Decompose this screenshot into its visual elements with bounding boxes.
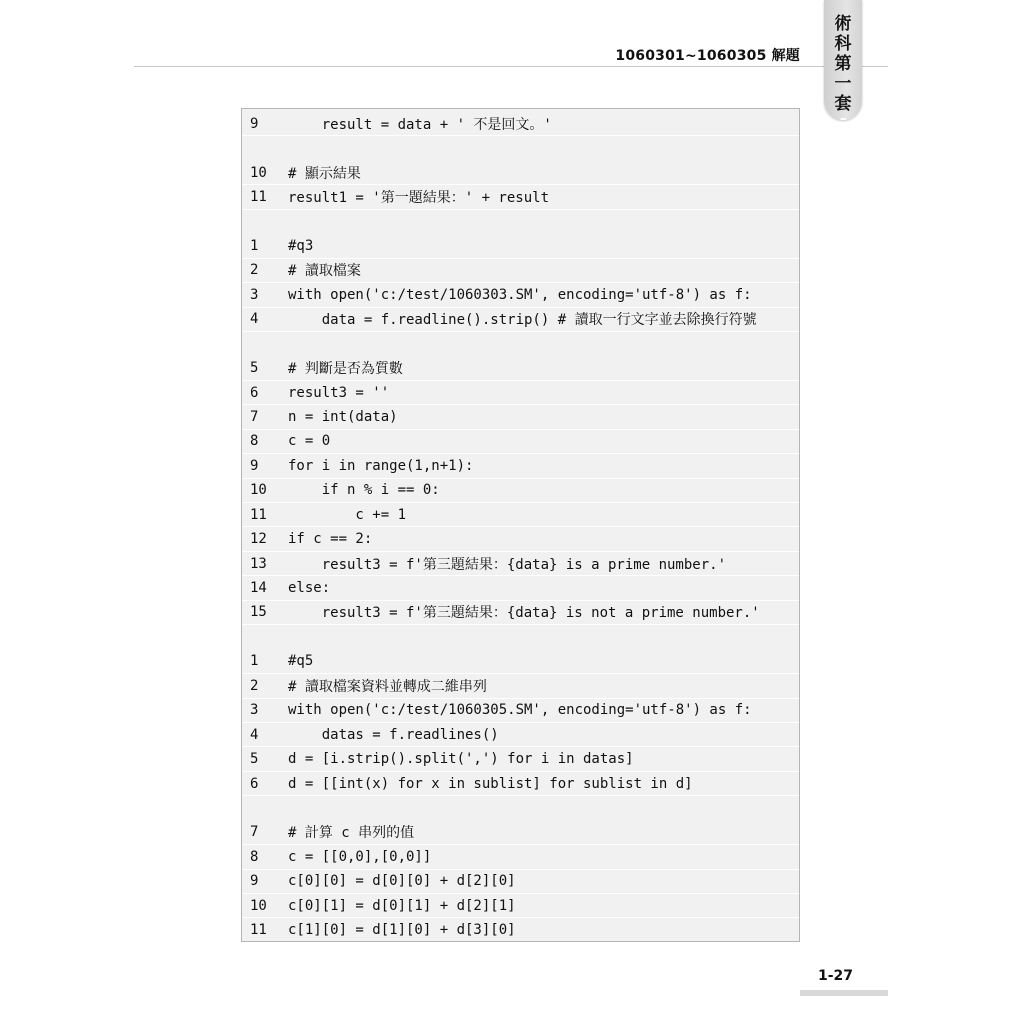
code-line bbox=[242, 772, 799, 796]
footer-bar bbox=[800, 990, 888, 996]
code-line bbox=[242, 601, 799, 625]
code-line bbox=[242, 576, 799, 600]
code-line bbox=[242, 796, 799, 820]
line-number: 13 bbox=[250, 555, 267, 572]
code-line bbox=[242, 821, 799, 845]
code-line bbox=[242, 650, 799, 674]
chapter-tab-char: 套 bbox=[834, 94, 852, 114]
page-number: 1-27 bbox=[818, 968, 854, 984]
code-text: for i in range(1,n+1): bbox=[288, 457, 474, 474]
chapter-tab-char: 一 bbox=[834, 74, 852, 94]
code-text: if n % i == 0: bbox=[288, 482, 440, 499]
code-text: datas = f.readlines() bbox=[288, 726, 499, 743]
chapter-tab bbox=[824, 0, 862, 120]
code-line bbox=[242, 405, 799, 429]
line-number: 9 bbox=[250, 457, 259, 474]
line-number: 2 bbox=[250, 262, 259, 279]
line-number: 1 bbox=[250, 653, 259, 670]
code-line bbox=[242, 308, 799, 332]
code-line bbox=[242, 723, 799, 747]
code-line bbox=[242, 112, 799, 136]
chapter-tab-dot-icon bbox=[840, 118, 847, 120]
line-number: 11 bbox=[250, 506, 267, 523]
code-text: # 讀取檔案 bbox=[288, 263, 361, 280]
line-number: 8 bbox=[250, 433, 259, 450]
line-number: 6 bbox=[250, 775, 259, 792]
line-number: 9 bbox=[250, 115, 259, 132]
code-text: result3 = f'第三題結果：{data} is not a prime number.' bbox=[288, 605, 760, 622]
code-text: d = [i.strip().split(',') for i in datas] bbox=[288, 751, 634, 768]
line-number: 10 bbox=[250, 897, 267, 914]
line-number: 1 bbox=[250, 237, 259, 254]
code-line bbox=[242, 136, 799, 160]
code-text: result1 = '第一題結果：' + result bbox=[288, 190, 550, 207]
line-number: 14 bbox=[250, 580, 267, 597]
code-text: c[0][1] = d[0][1] + d[2][1] bbox=[288, 897, 516, 914]
chapter-tab-char: 第 bbox=[834, 54, 852, 74]
line-number: 5 bbox=[250, 360, 259, 377]
code-line bbox=[242, 674, 799, 698]
code-text: # 讀取檔案資料並轉成二維串列 bbox=[288, 678, 487, 695]
code-text: c[1][0] = d[1][0] + d[3][0] bbox=[288, 922, 516, 939]
code-line bbox=[242, 454, 799, 478]
code-text: with open('c:/test/1060303.SM', encoding='utf-8') as f: bbox=[288, 286, 752, 303]
code-text: #q5 bbox=[288, 653, 314, 670]
chapter-tab-char: 術 bbox=[834, 14, 852, 34]
code-text: if c == 2: bbox=[288, 531, 373, 548]
code-text: n = int(data) bbox=[288, 408, 398, 425]
code-line bbox=[242, 210, 799, 234]
code-line bbox=[242, 918, 799, 942]
code-line bbox=[242, 185, 799, 209]
code-listing bbox=[241, 108, 800, 942]
line-number: 2 bbox=[250, 677, 259, 694]
code-line bbox=[242, 699, 799, 723]
code-line bbox=[242, 479, 799, 503]
code-text: #q3 bbox=[288, 237, 314, 254]
line-number: 12 bbox=[250, 531, 267, 548]
line-number: 10 bbox=[250, 164, 267, 181]
code-line bbox=[242, 552, 799, 576]
line-number: 5 bbox=[250, 751, 259, 768]
code-line bbox=[242, 356, 799, 380]
code-line bbox=[242, 161, 799, 185]
code-text: else: bbox=[288, 580, 331, 597]
line-number: 7 bbox=[250, 824, 259, 841]
code-text: result3 = '' bbox=[288, 384, 390, 401]
line-number: 3 bbox=[250, 286, 259, 303]
code-text: result3 = f'第三題結果：{data} is a prime number.' bbox=[288, 556, 727, 573]
code-text: c += 1 bbox=[288, 506, 407, 523]
code-line bbox=[242, 503, 799, 527]
line-number: 4 bbox=[250, 726, 259, 743]
code-line bbox=[242, 234, 799, 258]
code-line bbox=[242, 259, 799, 283]
code-text: c[0][0] = d[0][0] + d[2][0] bbox=[288, 873, 516, 890]
line-number: 8 bbox=[250, 848, 259, 865]
page-header-title: 1060301~1060305 解題 bbox=[615, 48, 800, 64]
line-number: 6 bbox=[250, 384, 259, 401]
line-number: 10 bbox=[250, 482, 267, 499]
line-number: 4 bbox=[250, 311, 259, 328]
line-number: 11 bbox=[250, 189, 267, 206]
line-number: 9 bbox=[250, 873, 259, 890]
code-line bbox=[242, 870, 799, 894]
code-text: d = [[int(x) for x in sublist] for sublist in d] bbox=[288, 775, 693, 792]
code-text: result = data + ' 不是回文。' bbox=[288, 116, 552, 133]
code-line bbox=[242, 747, 799, 771]
chapter-tab-char: 科 bbox=[834, 34, 852, 54]
code-line bbox=[242, 894, 799, 918]
code-line bbox=[242, 430, 799, 454]
code-text: # 計算 c 串列的值 bbox=[288, 825, 415, 842]
code-line bbox=[242, 625, 799, 649]
code-line bbox=[242, 283, 799, 307]
code-text: data = f.readline().strip() # 讀取一行文字並去除換行符號 bbox=[288, 312, 757, 329]
code-line bbox=[242, 845, 799, 869]
code-text: c = 0 bbox=[288, 433, 331, 450]
line-number: 3 bbox=[250, 702, 259, 719]
line-number: 7 bbox=[250, 408, 259, 425]
line-number: 15 bbox=[250, 604, 267, 621]
code-text: # 判斷是否為質數 bbox=[288, 361, 403, 378]
code-text: with open('c:/test/1060305.SM', encoding='utf-8') as f: bbox=[288, 702, 752, 719]
code-text: c = [[0,0],[0,0]] bbox=[288, 848, 432, 865]
code-line bbox=[242, 381, 799, 405]
line-number: 11 bbox=[250, 922, 267, 939]
code-line bbox=[242, 332, 799, 356]
code-text: # 顯示結果 bbox=[288, 165, 361, 182]
header-rule bbox=[134, 66, 888, 67]
code-line bbox=[242, 527, 799, 551]
